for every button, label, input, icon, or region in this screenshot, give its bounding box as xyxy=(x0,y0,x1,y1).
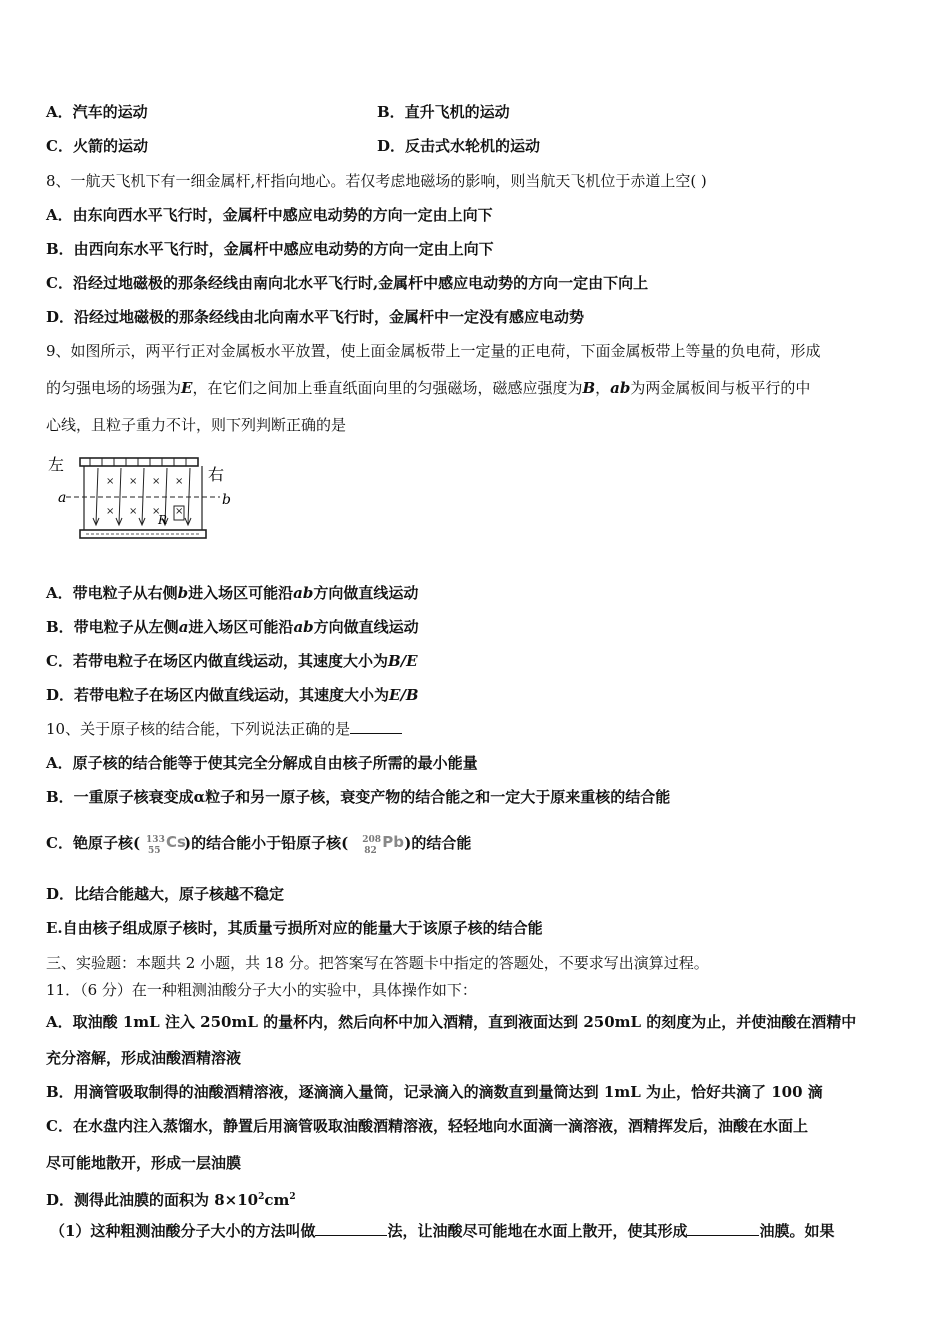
q8-option-c: C．沿经过地磁极的那条经线由南向北水平飞行时,金属杆中感应电动势的方向一定由下向上 xyxy=(46,274,649,292)
q11-step-a-line2: 充分溶解，形成油酸酒精溶液 xyxy=(46,1049,242,1067)
q11-part1 xyxy=(50,1221,834,1241)
q11-part1-text: 法，让油酸尽可能地在水面上散开，使其形成 xyxy=(387,1222,688,1240)
q9-option-d xyxy=(46,685,419,705)
cs-atomic-number: 55 xyxy=(148,846,161,856)
q10-option-d: D．比结合能越大，原子核越不稳定 xyxy=(46,885,285,903)
q10-option-b: B．一重原子核衰变成α粒子和另一原子核，衰变产物的结合能之和一定大于原来重核的结合能 xyxy=(46,788,671,806)
unit-exponent: 2 xyxy=(289,1192,296,1202)
q11-stem: 11．（6 分）在一种粗测油酸分子大小的实验中，具体操作如下： xyxy=(46,981,477,999)
q9-stem-text: 的匀强电场的场强为 xyxy=(46,379,182,397)
q10-option-text: )的结合能小于铅原子核( xyxy=(184,834,349,852)
answer-blank xyxy=(315,1221,387,1236)
svg-text:×: × xyxy=(152,506,161,517)
unit: cm xyxy=(264,1191,290,1209)
q9-stem-line2 xyxy=(46,378,810,398)
svg-text:×: × xyxy=(129,506,138,517)
svg-text:×: × xyxy=(175,506,184,517)
q7-option-a: A．汽车的运动 xyxy=(46,103,148,121)
cesium-nuclide xyxy=(140,832,184,856)
label-left: 左 xyxy=(48,455,65,474)
magnetic-induction-b: B xyxy=(582,379,596,397)
ratio-e-over-b: E/B xyxy=(389,686,419,704)
q11-step-d xyxy=(46,1187,296,1210)
svg-text:×: × xyxy=(106,506,115,517)
plates-diagram xyxy=(46,450,236,550)
svg-text:×: × xyxy=(175,476,184,487)
top-plate xyxy=(80,458,198,466)
q9-option-a xyxy=(46,583,418,603)
q9-option-text: D．若带电粒子在场区内做直线运动，其速度大小为 xyxy=(46,686,390,704)
q9-option-text: 进入场区可能沿 xyxy=(188,584,294,602)
answer-blank xyxy=(350,719,402,734)
q9-stem-line1: 9、如图所示，两平行正对金属板水平放置，使上面金属板带上一定量的正电荷，下面金属板带上等量的负电荷，形成 xyxy=(46,342,821,360)
q10-option-text: C．铯原子核( xyxy=(46,834,141,852)
parallel-plates-figure xyxy=(46,450,236,554)
lead-nuclide xyxy=(348,832,404,856)
exponent: 2 xyxy=(258,1192,265,1202)
q9-stem-line3: 心线，且粒子重力不计，则下列判断正确的是 xyxy=(46,416,347,434)
pb-mass-number: 208 xyxy=(362,835,382,845)
q9-option-text: 方向做直线运动 xyxy=(313,584,419,602)
q9-stem-text: ，在它们之间加上垂直纸面向里的匀强磁场，磁感应强度为 xyxy=(192,379,583,397)
var-a: a xyxy=(178,618,189,636)
pb-atomic-number: 82 xyxy=(364,846,377,856)
q9-option-b xyxy=(46,617,419,637)
var-b: b xyxy=(177,584,189,602)
q9-option-text: 方向做直线运动 xyxy=(313,618,419,636)
ratio-b-over-e: B/E xyxy=(387,652,418,670)
q7-option-d: D．反击式水轮机的运动 xyxy=(377,137,541,155)
q9-option-text: A．带电粒子从右侧 xyxy=(46,584,178,602)
q10-stem xyxy=(46,719,402,739)
label-b: b xyxy=(222,492,231,508)
q10-option-a: A．原子核的结合能等于使其完全分解成自由核子所需的最小能量 xyxy=(46,754,478,772)
q9-option-text: C．若带电粒子在场区内做直线运动，其速度大小为 xyxy=(46,652,388,670)
cs-mass-number: 133 xyxy=(146,835,165,845)
q11-part1-text: （1）这种粗测油酸分子大小的方法叫做 xyxy=(50,1222,316,1240)
q10-stem-text: 10、关于原子核的结合能，下列说法正确的是 xyxy=(46,720,351,738)
label-a: a xyxy=(58,490,67,506)
top-plate-hatching xyxy=(90,458,186,466)
svg-text:×: × xyxy=(106,476,115,487)
q10-option-e: E.自由核子组成原子核时，其质量亏损所对应的能量大于该原子核的结合能 xyxy=(46,919,543,937)
q11-step-d-text: D．测得此油膜的面积为 8×10 xyxy=(46,1191,259,1209)
var-ab: ab xyxy=(293,618,314,636)
q8-option-a: A．由东向西水平飞行时，金属杆中感应电动势的方向一定由上向下 xyxy=(46,206,493,224)
q11-step-b: B．用滴管吸取制得的油酸酒精溶液，逐滴滴入量筒，记录滴入的滴数直到量筒达到 1mL 为止，恰好共滴了 100 滴 xyxy=(46,1083,823,1101)
q11-step-c-line2: 尽可能地散开，形成一层油膜 xyxy=(46,1154,242,1172)
q11-part1-text: 油膜。如果 xyxy=(759,1222,835,1240)
q8-stem: 8、一航天飞机下有一细金属杆,杆指向地心。若仅考虑地磁场的影响，则当航天飞机位于赤道上空( ) xyxy=(46,172,707,190)
q9-stem-text: 为两金属板间与板平行的中 xyxy=(630,379,811,397)
cs-symbol: Cs xyxy=(166,833,186,851)
answer-blank xyxy=(687,1221,759,1236)
q9-option-text: B．带电粒子从左侧 xyxy=(46,618,179,636)
q10-option-text: )的结合能 xyxy=(404,834,472,852)
var-ab: ab xyxy=(293,584,314,602)
label-right: 右 xyxy=(208,465,225,484)
q10-option-c xyxy=(46,832,471,856)
q9-stem-text: ， xyxy=(595,379,611,397)
q7-option-b: B．直升飞机的运动 xyxy=(377,103,510,121)
pb-symbol: Pb xyxy=(382,833,404,851)
section-heading: 三、实验题：本题共 2 小题，共 18 分。把答案写在答题卡中指定的答题处，不要求写出演算过程。 xyxy=(46,954,709,972)
q11-step-c-line1: C．在水盘内注入蒸馏水，静置后用滴管吸取油酸酒精溶液，轻轻地向水面滴一滴溶液，酒精挥发后，油酸在水面上 xyxy=(46,1117,808,1135)
centerline-ab: ab xyxy=(610,379,631,397)
q7-option-c: C．火箭的运动 xyxy=(46,137,148,155)
q11-step-a-line1: A．取油酸 1mL 注入 250mL 的量杯内，然后向杯中加入酒精，直到液面达到 250mL 的刻度为止，并使油酸在酒精中 xyxy=(46,1013,857,1031)
q9-option-c xyxy=(46,651,418,671)
q8-option-b: B．由西向东水平飞行时，金属杆中感应电动势的方向一定由上向下 xyxy=(46,240,494,258)
q9-option-text: 进入场区可能沿 xyxy=(188,618,294,636)
svg-text:×: × xyxy=(129,476,138,487)
field-strength-e: E xyxy=(181,379,193,397)
q8-option-d: D．沿经过地磁极的那条经线由北向南水平飞行时，金属杆中一定没有感应电动势 xyxy=(46,308,585,326)
svg-text:×: × xyxy=(152,476,161,487)
label-r: R xyxy=(158,513,168,527)
